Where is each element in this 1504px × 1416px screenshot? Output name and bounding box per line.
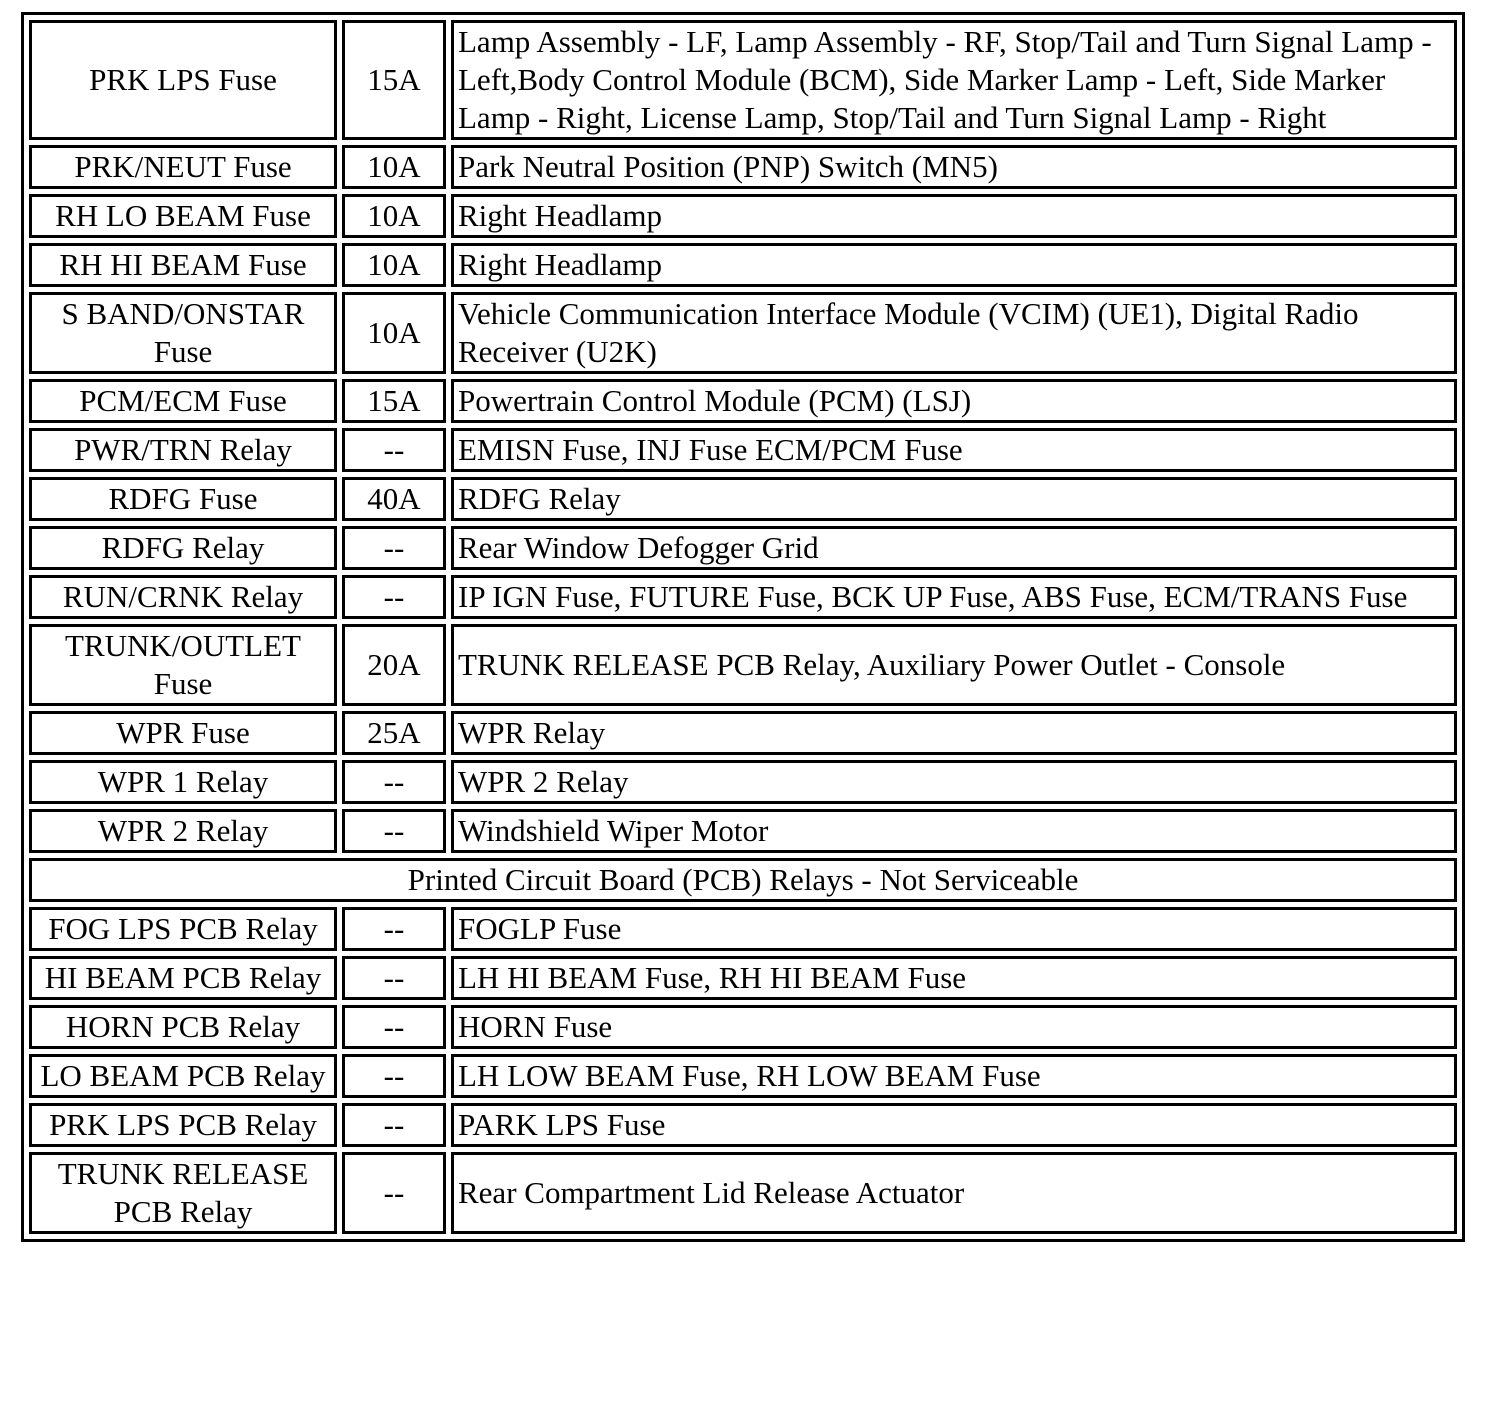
table-row xyxy=(29,194,1457,238)
table-row xyxy=(29,526,1457,570)
component-name: WPR Fuse xyxy=(29,711,337,755)
amp-rating: -- xyxy=(342,1054,446,1098)
table-row xyxy=(29,809,1457,853)
table-row xyxy=(29,1103,1457,1147)
table-row xyxy=(29,292,1457,374)
table-row xyxy=(29,145,1457,189)
amp-rating: -- xyxy=(342,428,446,472)
table-row xyxy=(29,575,1457,619)
circuit-usage: WPR 2 Relay xyxy=(451,760,1457,804)
component-name: TRUNK/OUTLET Fuse xyxy=(29,624,337,706)
component-name: TRUNK RELEASE PCB Relay xyxy=(29,1152,337,1234)
amp-rating: 10A xyxy=(342,194,446,238)
component-name: HORN PCB Relay xyxy=(29,1005,337,1049)
circuit-usage: Windshield Wiper Motor xyxy=(451,809,1457,853)
table-row xyxy=(29,1152,1457,1234)
component-name: WPR 2 Relay xyxy=(29,809,337,853)
table-row xyxy=(29,760,1457,804)
amp-rating: 10A xyxy=(342,243,446,287)
circuit-usage: FOGLP Fuse xyxy=(451,907,1457,951)
component-name: PWR/TRN Relay xyxy=(29,428,337,472)
circuit-usage: Rear Window Defogger Grid xyxy=(451,526,1457,570)
component-name: RDFG Fuse xyxy=(29,477,337,521)
circuit-usage: RDFG Relay xyxy=(451,477,1457,521)
component-name: RUN/CRNK Relay xyxy=(29,575,337,619)
circuit-usage: Vehicle Communication Interface Module (VCIM) (UE1), Digital Radio Receiver (U2K) xyxy=(451,292,1457,374)
table-row xyxy=(29,624,1457,706)
table-row xyxy=(29,956,1457,1000)
component-name: PRK/NEUT Fuse xyxy=(29,145,337,189)
amp-rating: -- xyxy=(342,956,446,1000)
component-name: S BAND/ONSTAR Fuse xyxy=(29,292,337,374)
amp-rating: 40A xyxy=(342,477,446,521)
circuit-usage: LH LOW BEAM Fuse, RH LOW BEAM Fuse xyxy=(451,1054,1457,1098)
amp-rating: -- xyxy=(342,809,446,853)
amp-rating: -- xyxy=(342,1005,446,1049)
table-row xyxy=(29,1005,1457,1049)
circuit-usage: Powertrain Control Module (PCM) (LSJ) xyxy=(451,379,1457,423)
component-name: LO BEAM PCB Relay xyxy=(29,1054,337,1098)
amp-rating: 15A xyxy=(342,379,446,423)
circuit-usage: Lamp Assembly - LF, Lamp Assembly - RF, Stop/Tail and Turn Signal Lamp - Left,Body Control Module (BCM), Side Marker Lamp - Left, Side Marker Lamp - Right, License Lamp, Stop/Tail and Turn Signal Lamp - Right xyxy=(451,20,1457,140)
component-name: HI BEAM PCB Relay xyxy=(29,956,337,1000)
circuit-usage: PARK LPS Fuse xyxy=(451,1103,1457,1147)
table-row xyxy=(29,711,1457,755)
amp-rating: 20A xyxy=(342,624,446,706)
table-row xyxy=(29,428,1457,472)
circuit-usage: Right Headlamp xyxy=(451,194,1457,238)
component-name: PRK LPS PCB Relay xyxy=(29,1103,337,1147)
table-row xyxy=(29,1054,1457,1098)
circuit-usage: IP IGN Fuse, FUTURE Fuse, BCK UP Fuse, ABS Fuse, ECM/TRANS Fuse xyxy=(451,575,1457,619)
amp-rating: -- xyxy=(342,1152,446,1234)
circuit-usage: HORN Fuse xyxy=(451,1005,1457,1049)
amp-rating: -- xyxy=(342,575,446,619)
amp-rating: 15A xyxy=(342,20,446,140)
amp-rating: -- xyxy=(342,1103,446,1147)
component-name: FOG LPS PCB Relay xyxy=(29,907,337,951)
circuit-usage: Park Neutral Position (PNP) Switch (MN5) xyxy=(451,145,1457,189)
amp-rating: 25A xyxy=(342,711,446,755)
table-row xyxy=(29,243,1457,287)
component-name: RDFG Relay xyxy=(29,526,337,570)
amp-rating: -- xyxy=(342,907,446,951)
table-row xyxy=(29,20,1457,140)
circuit-usage: LH HI BEAM Fuse, RH HI BEAM Fuse xyxy=(451,956,1457,1000)
circuit-usage: EMISN Fuse, INJ Fuse ECM/PCM Fuse xyxy=(451,428,1457,472)
table-row xyxy=(29,379,1457,423)
circuit-usage: WPR Relay xyxy=(451,711,1457,755)
circuit-usage: Rear Compartment Lid Release Actuator xyxy=(451,1152,1457,1234)
section-row xyxy=(29,858,1457,902)
amp-rating: 10A xyxy=(342,145,446,189)
component-name: RH HI BEAM Fuse xyxy=(29,243,337,287)
section-heading: Printed Circuit Board (PCB) Relays - Not Serviceable xyxy=(29,858,1457,902)
component-name: RH LO BEAM Fuse xyxy=(29,194,337,238)
circuit-usage: TRUNK RELEASE PCB Relay, Auxiliary Power Outlet - Console xyxy=(451,624,1457,706)
fuse-relay-table xyxy=(21,12,1465,1242)
amp-rating: 10A xyxy=(342,292,446,374)
circuit-usage: Right Headlamp xyxy=(451,243,1457,287)
table-row xyxy=(29,907,1457,951)
amp-rating: -- xyxy=(342,526,446,570)
component-name: PRK LPS Fuse xyxy=(29,20,337,140)
amp-rating: -- xyxy=(342,760,446,804)
component-name: WPR 1 Relay xyxy=(29,760,337,804)
component-name: PCM/ECM Fuse xyxy=(29,379,337,423)
table-row xyxy=(29,477,1457,521)
